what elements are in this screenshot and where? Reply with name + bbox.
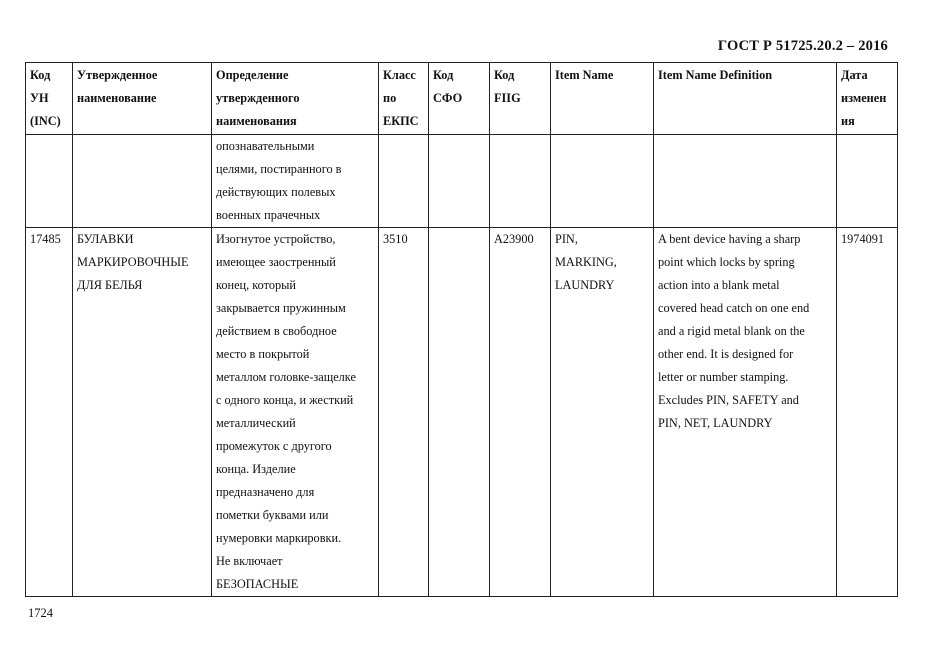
cell-definition: опознавательными целями, постиранного в действующих полевых военных прачечных [212, 135, 379, 228]
page-number: 1724 [28, 606, 53, 620]
header-class: Класс по ЕКПС [379, 63, 429, 135]
header-item-name-definition: Item Name Definition [654, 63, 837, 135]
header-sfo: Код СФО [429, 63, 490, 135]
cell-item-name [551, 135, 654, 228]
cell-name: БУЛАВКИ МАРКИРОВОЧНЫЕ ДЛЯ БЕЛЬЯ [73, 228, 212, 597]
cell-sfo [429, 135, 490, 228]
table-header-row [26, 63, 898, 135]
header-fiig: Код FIIG [490, 63, 551, 135]
header-date: Дата изменен ия [837, 63, 898, 135]
header-approved-name: Утвержденное наименование [73, 63, 212, 135]
cell-date: 1974091 [837, 228, 898, 597]
cell-item-def: A bent device having a sharp point which locks by spring action into a blank metal covered head catch on one end and a rigid metal blank on the other end. It is designed for letter or number stamping. Excludes PIN, SAFETY and PIN, NET, LAUNDRY [654, 228, 837, 597]
cell-class: 3510 [379, 228, 429, 597]
header-definition: Определение утвержденного наименования [212, 63, 379, 135]
table-row-continuation [26, 135, 898, 228]
cell-fiig: A23900 [490, 228, 551, 597]
header-inc: Код УН (INC) [26, 63, 73, 135]
cell-inc: 17485 [26, 228, 73, 597]
cell-class [379, 135, 429, 228]
cell-item-name: PIN, MARKING, LAUNDRY [551, 228, 654, 597]
cell-sfo [429, 228, 490, 597]
cell-definition: Изогнутое устройство, имеющее заостренный конец, который закрывается пружинным действием в свободное место в покрытой металлом головке-защелке с одного конца, и жесткий металлический промежуток с другого конца. Изделие предназначено для пометки буквами или нумеровки маркировки. Не включает БЕЗОПАСНЫЕ [212, 228, 379, 597]
cell-date [837, 135, 898, 228]
cell-name [73, 135, 212, 228]
table-row [26, 228, 898, 597]
header-item-name: Item Name [551, 63, 654, 135]
cell-fiig [490, 135, 551, 228]
registry-table [25, 62, 898, 597]
document-standard-header: ГОСТ Р 51725.20.2 – 2016 [717, 38, 888, 54]
cell-item-def [654, 135, 837, 228]
cell-inc [26, 135, 73, 228]
